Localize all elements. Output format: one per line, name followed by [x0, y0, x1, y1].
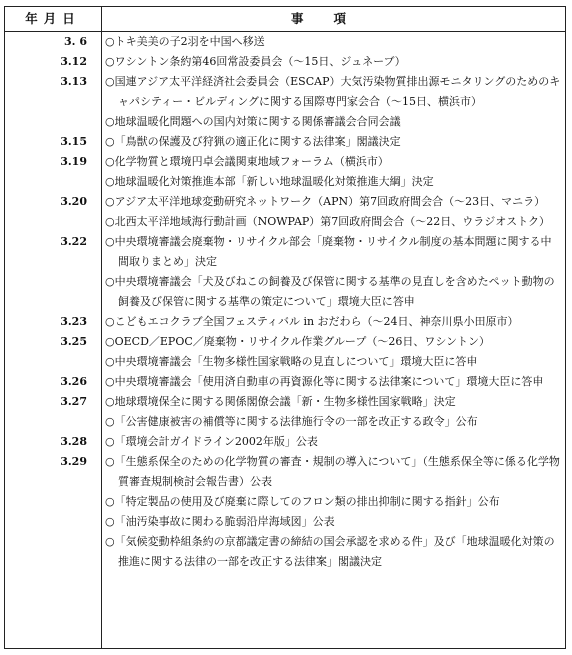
- row-entries: [101, 132, 565, 152]
- table-row: [5, 52, 565, 72]
- event-entry: ○ワシントン条約第46回常設委員会（〜15日、ジュネーブ）: [105, 55, 406, 68]
- table-body: [5, 32, 565, 649]
- event-entry: ○北西太平洋地域海行動計画（NOWPAP）第7回政府間会合（〜22日、ウラジオストク）: [105, 215, 550, 228]
- row-date: 3.28: [60, 435, 87, 448]
- row-entries: [101, 372, 565, 392]
- event-entry: ○「鳥獣の保護及び狩猟の適正化に関する法律案」閣議決定: [105, 135, 401, 148]
- table-row: [5, 312, 565, 332]
- row-date: 3.19: [60, 155, 87, 168]
- event-entry: ○中央環境審議会「使用済自動車の再資源化等に関する法律案について」環境大臣に答申: [105, 375, 544, 388]
- event-entry: ○中央環境審議会「犬及びねこの飼養及び保管に関する基準の見直しを含めたペット動物の飼養及び保管に関する基準の策定について」環境大臣に答申: [105, 275, 555, 308]
- event-entry: ○「生態系保全のための化学物質の審査・規制の導入について」（生態系保全等に係る化学物質審査規制検討会報告書）公表: [105, 455, 560, 488]
- event-entry: ○アジア太平洋地球変動研究ネットワーク（APN）第7回政府間会合（〜23日、マニラ）: [105, 195, 546, 208]
- table-row: [5, 372, 565, 392]
- row-date: 3.13: [60, 75, 87, 88]
- event-entry: ○地球温暖化対策推進本部「新しい地球温暖化対策推進大綱」決定: [105, 175, 434, 188]
- item-column-header: 事項: [290, 11, 376, 26]
- row-entries: [101, 32, 565, 52]
- row-entries: [101, 52, 565, 72]
- row-entries: [101, 152, 565, 192]
- table-header: [5, 7, 565, 32]
- row-entries: [101, 312, 565, 332]
- table-row: [5, 392, 565, 432]
- event-entry: ○「油汚染事故に関わる脆弱沿岸海域図」公表: [105, 515, 335, 528]
- row-entries: [101, 232, 565, 312]
- row-date: 3.27: [60, 395, 87, 408]
- row-date: 3.20: [60, 195, 87, 208]
- row-date: 3.26: [60, 375, 87, 388]
- row-entries: [101, 432, 565, 452]
- table-row: [5, 332, 565, 372]
- row-date: 3.23: [60, 315, 87, 328]
- row-date: 3.12: [60, 55, 87, 68]
- row-date: 3.29: [60, 455, 87, 468]
- event-entry: ○地球環境保全に関する関係閣僚会議「新・生物多様性国家戦略」決定: [105, 395, 456, 408]
- event-entry: ○「特定製品の使用及び廃棄に際してのフロン類の排出抑制に関する指針」公布: [105, 495, 500, 508]
- event-entry: ○「環境会計ガイドライン2002年版」公表: [105, 435, 318, 448]
- event-entry: ○国連アジア太平洋経済社会委員会（ESCAP）大気汚染物質排出源モニタリングのためのキャパシティー・ビルディングに関する国際専門家会合（〜15日、横浜市）: [105, 75, 561, 108]
- event-entry: ○「気候変動枠組条約の京都議定書の締結の国会承認を求める件」及び「地球温暖化対策の推進に関する法律の一部を改正する法律案」閣議決定: [105, 535, 555, 568]
- row-date: 3. 6: [64, 35, 87, 48]
- row-entries: [101, 452, 565, 572]
- event-entry: ○こどもエコクラブ全国フェスティバル in おだわら（〜24日、神奈川県小田原市）: [105, 315, 519, 328]
- table-row: [5, 132, 565, 152]
- row-entries: [101, 332, 565, 372]
- date-column-header: 年月日: [5, 7, 102, 31]
- row-entries: [101, 192, 565, 232]
- row-entries: [101, 72, 565, 132]
- table-row: [5, 72, 565, 132]
- event-entry: ○トキ美美の子2羽を中国へ移送: [105, 35, 265, 48]
- event-entry: ○地球温暖化問題への国内対策に関する関係審議会合同会議: [105, 115, 401, 128]
- row-date: 3.15: [60, 135, 87, 148]
- event-entry: ○中央環境審議会「生物多様性国家戦略の見直しについて」環境大臣に答申: [105, 355, 478, 368]
- row-date: 3.25: [60, 335, 87, 348]
- table-row: [5, 152, 565, 192]
- events-table: [4, 6, 566, 649]
- row-date: 3.22: [60, 235, 87, 248]
- event-entry: ○「公害健康被害の補償等に関する法律施行令の一部を改正する政令」公布: [105, 415, 478, 428]
- event-entry: ○化学物質と環境円卓会議関東地域フォーラム（横浜市）: [105, 155, 389, 168]
- event-entry: ○OECD／EPOC／廃棄物・リサイクル作業グループ（〜26日、ワシントン）: [105, 335, 491, 348]
- table-row: [5, 432, 565, 452]
- table-row: [5, 452, 565, 572]
- table-row: [5, 232, 565, 312]
- table-row: [5, 192, 565, 232]
- row-entries: [101, 392, 565, 432]
- table-row: [5, 32, 565, 52]
- event-entry: ○中央環境審議会廃棄物・リサイクル部会「廃棄物・リサイクル制度の基本問題に関する中間取りまとめ」決定: [105, 235, 552, 268]
